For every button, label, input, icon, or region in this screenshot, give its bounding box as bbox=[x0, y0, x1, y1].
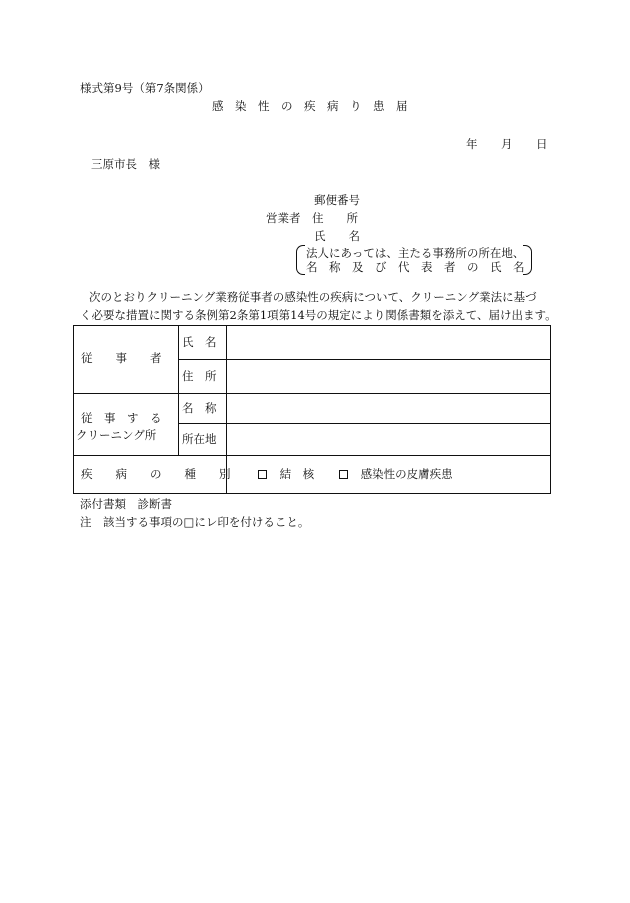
applicant-address-label: 住 所 bbox=[312, 211, 358, 225]
addressee: 三原市長 様 bbox=[91, 157, 160, 171]
row-divider bbox=[178, 423, 551, 424]
postal-code-label: 郵便番号 bbox=[314, 193, 360, 207]
skin-disease-label: 感染性の皮膚疾患 bbox=[360, 467, 453, 481]
body-text-line2: く必要な措置に関する条例第2条第1項第14号の規定により関係書類を添えて、届け出ます。 bbox=[80, 308, 557, 322]
column-divider bbox=[178, 326, 179, 455]
disease-type-label: 疾 病 の 種 別 bbox=[81, 467, 231, 481]
corporation-note-line1: 法人にあっては、主たる事務所の所在地、 bbox=[306, 246, 525, 260]
worker-address-label: 住 所 bbox=[182, 369, 217, 383]
corporation-note bbox=[296, 245, 532, 275]
notification-table bbox=[73, 325, 551, 494]
instruction-note: 注 該当する事項の□にレ印を付けること。 bbox=[80, 515, 310, 529]
shop-location-field[interactable] bbox=[232, 428, 544, 450]
worker-name-field[interactable] bbox=[232, 334, 544, 354]
form-number: 様式第9号（第7条関係） bbox=[80, 81, 210, 95]
applicant-name-label: 氏 名 bbox=[314, 229, 360, 243]
worker-name-label: 氏 名 bbox=[182, 335, 217, 349]
tuberculosis-checkbox[interactable] bbox=[258, 470, 267, 479]
row-divider bbox=[178, 359, 551, 360]
corporation-note-line2: 名 称 及 び 代 表 者 の 氏 名 bbox=[306, 260, 525, 274]
body-text-line1: 次のとおりクリーニング業務従事者の感染性の疾病について、クリーニング業法に基づ bbox=[89, 290, 537, 304]
shop-label-line1: 従 事 す る bbox=[81, 411, 162, 425]
skin-disease-checkbox[interactable] bbox=[339, 470, 348, 479]
left-bracket bbox=[296, 245, 305, 275]
worker-label: 従 事 者 bbox=[81, 351, 162, 365]
date-month-label: 月 bbox=[501, 137, 513, 151]
form-title: 感 染 性 の 疾 病 り 患 届 bbox=[212, 99, 408, 113]
disease-option-skin[interactable] bbox=[339, 469, 453, 481]
business-operator-label: 営業者 bbox=[266, 211, 301, 225]
disease-option-tuberculosis[interactable] bbox=[258, 469, 314, 481]
attachment-note: 添付書類 診断書 bbox=[80, 497, 172, 511]
shop-location-label: 所在地 bbox=[182, 432, 217, 446]
shop-name-label: 名 称 bbox=[182, 401, 217, 415]
worker-address-field[interactable] bbox=[232, 366, 544, 388]
date-day-label: 日 bbox=[536, 137, 548, 151]
shop-name-field[interactable] bbox=[232, 398, 544, 418]
tuberculosis-label: 結 核 bbox=[279, 467, 315, 481]
row-divider bbox=[74, 393, 551, 394]
date-year-label: 年 bbox=[466, 137, 478, 151]
row-divider bbox=[74, 455, 551, 456]
shop-label-line2: クリーニング所 bbox=[76, 428, 157, 442]
